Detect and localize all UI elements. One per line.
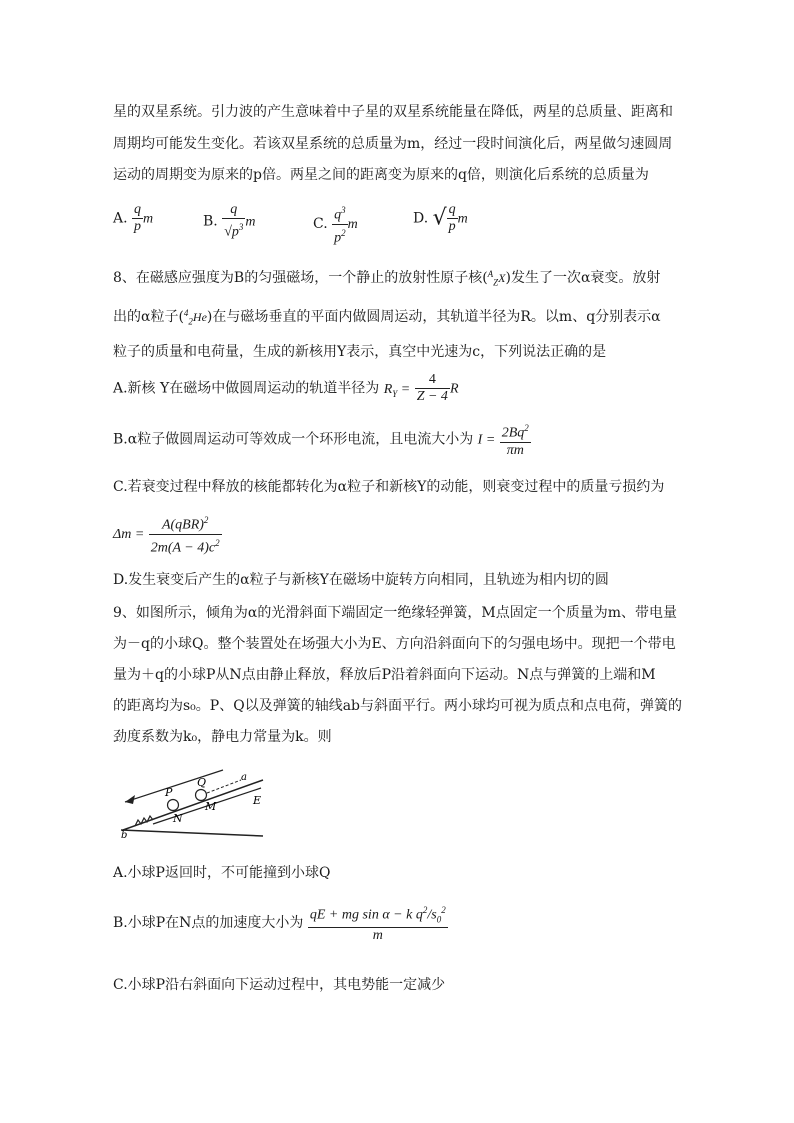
label-e: E xyxy=(253,794,262,807)
q8-option-b: B.α粒子做圆周运动可等效成一个环形电流，且电流大小为 I = $\frac{2Bq^2}{\pi m}$ xyxy=(113,420,531,459)
label-q: Q xyxy=(197,776,207,789)
q7-option-b: B. $\frac{q}{√p^3}$ m xyxy=(203,202,256,240)
label-p: P xyxy=(165,786,173,799)
label-m: M xyxy=(205,800,217,813)
formula: $\frac{2Bq^2}{\pi m}$ xyxy=(500,420,531,459)
q8-line-1: 8、在磁感应强度为B的匀强磁场，一个静止的放射性原子核($^A_Z$X)发生了一次α衰变。放射 xyxy=(113,269,661,288)
q7-option-a: A. $\frac{q}{p}$ m xyxy=(113,202,154,234)
q8-line-2: 出的α粒子($^4_2$He)在与磁场垂直的平面内做圆周运动，其轨道半径为R。以m、q分别表示α xyxy=(113,308,661,327)
q9-line-5: 劲度系数为k₀，静电力常量为k。则 xyxy=(113,729,332,745)
option-letter: B. xyxy=(203,213,218,230)
formula: $\frac{q^3}{p^2}$ xyxy=(332,202,348,246)
option-letter: D. xyxy=(413,210,429,227)
ground-line xyxy=(121,830,263,836)
incline-figure xyxy=(113,758,273,848)
q9-line-2: 为－q的小球Q。整个装置处在场强大小为E、方向沿斜面向下的匀强电场中。现把一个带电 xyxy=(113,636,676,652)
option-letter: C. xyxy=(313,216,328,233)
q8-line-3: 粒子的质量和电荷量，生成的新核用Y表示，真空中光速为c，下列说法正确的是 xyxy=(113,344,607,360)
label-b: b xyxy=(121,830,128,841)
q9-option-c: C.小球P沿右斜面向下运动过程中，其电势能一定减少 xyxy=(113,977,446,993)
formula: $\frac{q}{p}$ xyxy=(134,202,142,234)
field-line-upper xyxy=(125,770,223,802)
q7-option-d: D. √ $\frac{q}{p}$ m xyxy=(413,202,468,234)
q9-option-a: A.小球P返回时，不可能撞到小球Q xyxy=(113,865,331,881)
q8-option-d: D.发生衰变后产生的α粒子与新核Y在磁场中旋转方向相同，且轨迹为相内切的圆 xyxy=(113,572,609,588)
field-arrow-icon xyxy=(125,795,135,804)
q9-line-4: 的距离均为s₀。P、Q以及弹簧的轴线ab与斜面平行。两小球均可视为质点和点电荷，弹簧的 xyxy=(113,698,683,714)
formula: $\frac{qE + mg \sin \alpha - k q^2/s_0^2}{m}$ xyxy=(308,902,448,944)
option-letter: A. xyxy=(113,210,128,227)
q7-line-3: 运动的周期变为原来的p倍。两星之间的距离变为原来的q倍，则演化后系统的总质量为 xyxy=(113,167,649,183)
incline-line xyxy=(123,780,263,830)
q8-option-c: C.若衰变过程中释放的核能都转化为α粒子和新核Y的动能，则衰变过程中的质量亏损约为 xyxy=(113,479,665,495)
label-a: a xyxy=(241,772,247,783)
label-n: N xyxy=(173,812,183,825)
q7-line-2: 周期均可能发生变化。若该双星系统的总质量为m，经过一段时间演化后，两星做匀速圆周 xyxy=(113,136,673,152)
formula: $\frac{4}{Z - 4}$ xyxy=(416,372,448,404)
formula: $\frac{q}{p}$ xyxy=(448,202,456,234)
ball-p xyxy=(168,800,179,811)
formula: $\frac{q}{√p^3}$ xyxy=(224,202,244,240)
q9-line-1: 9、如图所示，倾角为α的光滑斜面下端固定一绝缘轻弹簧，M点固定一个质量为m、带电量 xyxy=(113,605,677,621)
q8-option-a: A.新核 Y在磁场中做圆周运动的轨道半径为 $R_Y$ = $\frac{4}{Z - 4}$ R xyxy=(113,372,459,404)
ball-q xyxy=(196,790,207,801)
q7-line-1: 星的双星系统。引力波的产生意味着中子星的双星系统能量在降低，两星的总质量、距离和 xyxy=(113,104,673,120)
q7-option-c: C. $\frac{q^3}{p^2}$ m xyxy=(313,202,358,246)
q9-line-3: 量为＋q的小球P从N点由静止释放，释放后P沿着斜面向下运动。N点与弹簧的上端和M xyxy=(113,667,656,683)
q9-option-b: B.小球P在N点的加速度大小为 $\frac{qE + mg \sin \alpha - k q^2/s_0^2}{m}$ xyxy=(113,902,448,944)
formula: $\frac{A(qBR)^2}{2m(A - 4)c^2}$ xyxy=(149,512,222,556)
dashed-axis xyxy=(207,780,241,793)
q8-option-c-formula: Δm = $\frac{A(qBR)^2}{2m(A - 4)c^2}$ xyxy=(113,512,222,556)
